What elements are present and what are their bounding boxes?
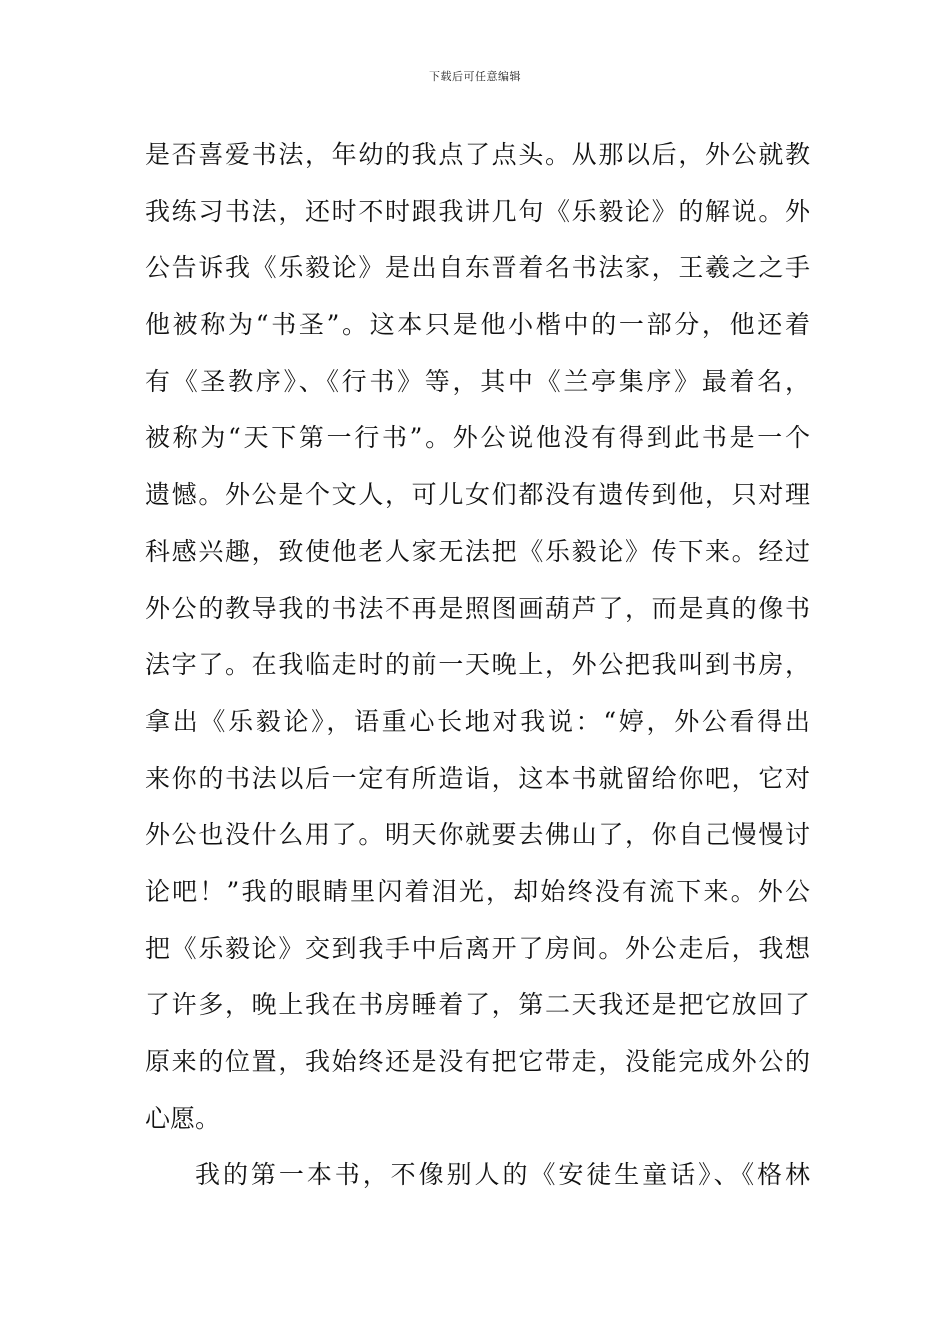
text-line: 了许多，晚上我在书房睡着了，第二天我还是把它放回了	[145, 990, 810, 1020]
text-line: 遗憾。外公是个文人，可儿女们都没有遗传到他，只对理	[145, 480, 810, 510]
text-line: 我练习书法，还时不时跟我讲几句《乐毅论》的解说。外	[145, 196, 810, 226]
text-line: 把《乐毅论》交到我手中后离开了房间。外公走后，我想	[145, 933, 810, 963]
body-text	[145, 127, 810, 1204]
text-line: 是否喜爱书法，年幼的我点了点头。从那以后，外公就教	[145, 140, 810, 169]
text-line: 科感兴趣，致使他老人家无法把《乐毅论》传下来。经过	[145, 536, 810, 566]
text-line: 他被称为“书圣”。这本只是他小楷中的一部分，他还着	[145, 310, 810, 340]
text-line: 法字了。在我临走时的前一天晚上，外公把我叫到书房，	[145, 650, 810, 680]
text-line: 心愿。	[145, 1103, 221, 1133]
text-line: 公告诉我《乐毅论》是出自东晋着名书法家，王羲之之手	[145, 253, 810, 283]
text-line: 有《圣教序》、《行书》等，其中《兰亭集序》最着名，	[145, 366, 810, 396]
text-line: 被称为“天下第一行书”。外公说他没有得到此书是一个	[145, 423, 810, 453]
page-header: 下载后可任意编辑	[429, 70, 521, 83]
text-line: 拿出《乐毅论》，语重心长地对我说：“婷，外公看得出	[145, 706, 810, 736]
text-line: 外公的教导我的书法不再是照图画葫芦了，而是真的像书	[145, 593, 810, 623]
text-line: 来你的书法以后一定有所造诣，这本书就留给你吧，它对	[145, 763, 810, 793]
text-line: 外公也没什么用了。明天你就要去佛山了，你自己慢慢讨	[145, 820, 810, 850]
paragraph-first-line: 我的第一本书，不像别人的《安徒生童话》、《格林	[195, 1160, 810, 1190]
text-line: 论吧！”我的眼睛里闪着泪光，却始终没有流下来。外公	[145, 876, 810, 906]
text-line: 原来的位置，我始终还是没有把它带走，没能完成外公的	[145, 1047, 810, 1076]
